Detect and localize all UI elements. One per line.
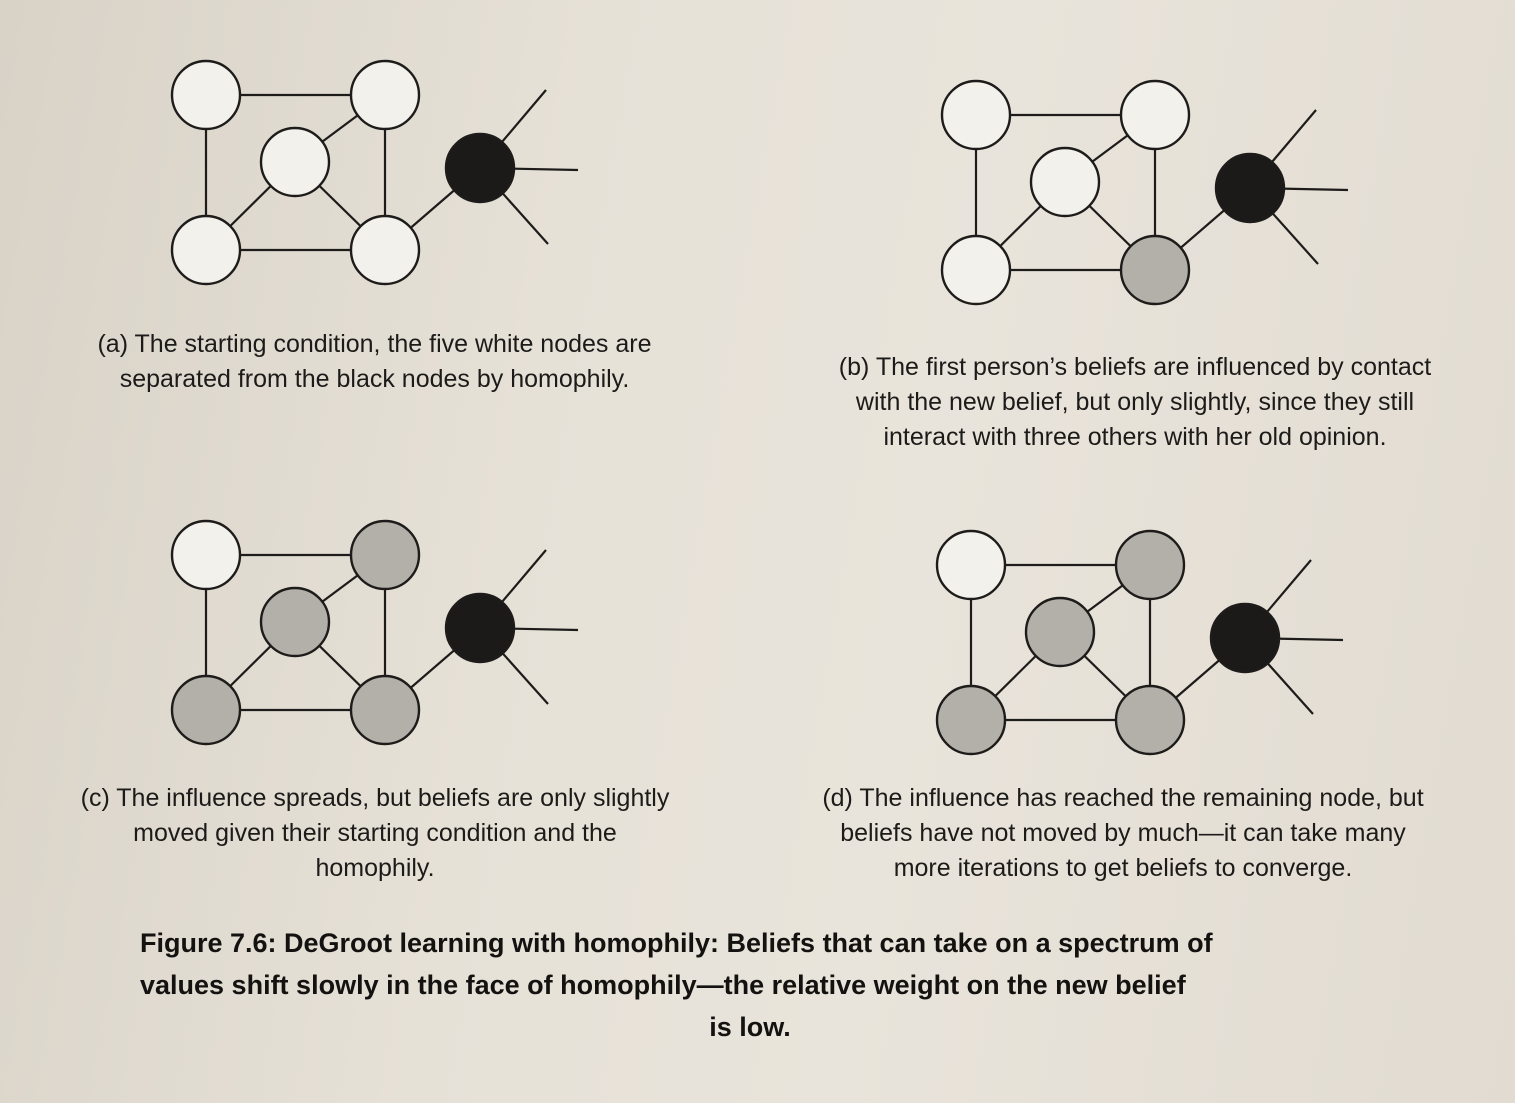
node-bottom-left-c xyxy=(172,676,240,744)
node-center-d xyxy=(1026,598,1094,666)
caption-d-line-3: more iterations to get beliefs to converge. xyxy=(893,854,1353,882)
node-center-a xyxy=(261,128,329,196)
node-top-right-b xyxy=(1121,81,1189,149)
caption-c-line-3: homophily. xyxy=(315,854,435,882)
figure-caption-line-2: values shift slowly in the face of homophily—the relative weight on the new belief xyxy=(140,970,1186,1000)
caption-b-line-1: (b) The first person’s beliefs are influenced by contact xyxy=(838,353,1432,381)
node-bottom-left-b xyxy=(942,236,1010,304)
node-top-left-a xyxy=(172,61,240,129)
node-top-left-b xyxy=(942,81,1010,149)
caption-b-line-2: with the new belief, but only slightly, since they still xyxy=(855,388,1415,416)
network-diagram-c xyxy=(150,500,750,820)
caption-c-line-2: moved given their starting condition and the xyxy=(133,819,617,847)
node-bottom-left-d xyxy=(937,686,1005,754)
caption-d-line-1: (d) The influence has reached the remaining node, but xyxy=(822,784,1424,812)
node-outside-a xyxy=(446,134,514,202)
caption-b-line-3: interact with three others with her old opinion. xyxy=(883,423,1387,451)
figure-caption-line-1: Figure 7.6: DeGroot learning with homophily: Beliefs that can take on a spectrum of xyxy=(140,928,1213,958)
caption-c-line-1: (c) The influence spreads, but beliefs are only slightly xyxy=(80,784,670,812)
figure-caption-line-3: is low. xyxy=(709,1012,791,1042)
node-outside-c xyxy=(446,594,514,662)
node-bottom-right-d xyxy=(1116,686,1184,754)
network-diagram-a xyxy=(150,40,750,360)
node-top-right-a xyxy=(351,61,419,129)
node-bottom-right-c xyxy=(351,676,419,744)
node-outside-b xyxy=(1216,154,1284,222)
node-top-right-d xyxy=(1116,531,1184,599)
node-center-b xyxy=(1031,148,1099,216)
network-diagram-b xyxy=(920,60,1515,380)
node-bottom-right-a xyxy=(351,216,419,284)
node-outside-d xyxy=(1211,604,1279,672)
node-bottom-right-b xyxy=(1121,236,1189,304)
caption-a xyxy=(62,327,687,397)
caption-c xyxy=(55,781,695,886)
caption-d xyxy=(808,781,1438,886)
caption-b xyxy=(820,350,1450,455)
caption-a-line-2: separated from the black nodes by homophily. xyxy=(119,365,630,393)
node-top-right-c xyxy=(351,521,419,589)
node-top-left-c xyxy=(172,521,240,589)
caption-d-line-2: beliefs have not moved by much—it can take many xyxy=(840,819,1406,847)
node-center-c xyxy=(261,588,329,656)
node-bottom-left-a xyxy=(172,216,240,284)
figure-caption xyxy=(140,922,1360,1048)
node-top-left-d xyxy=(937,531,1005,599)
caption-a-line-1: (a) The starting condition, the five white nodes are xyxy=(97,330,652,358)
